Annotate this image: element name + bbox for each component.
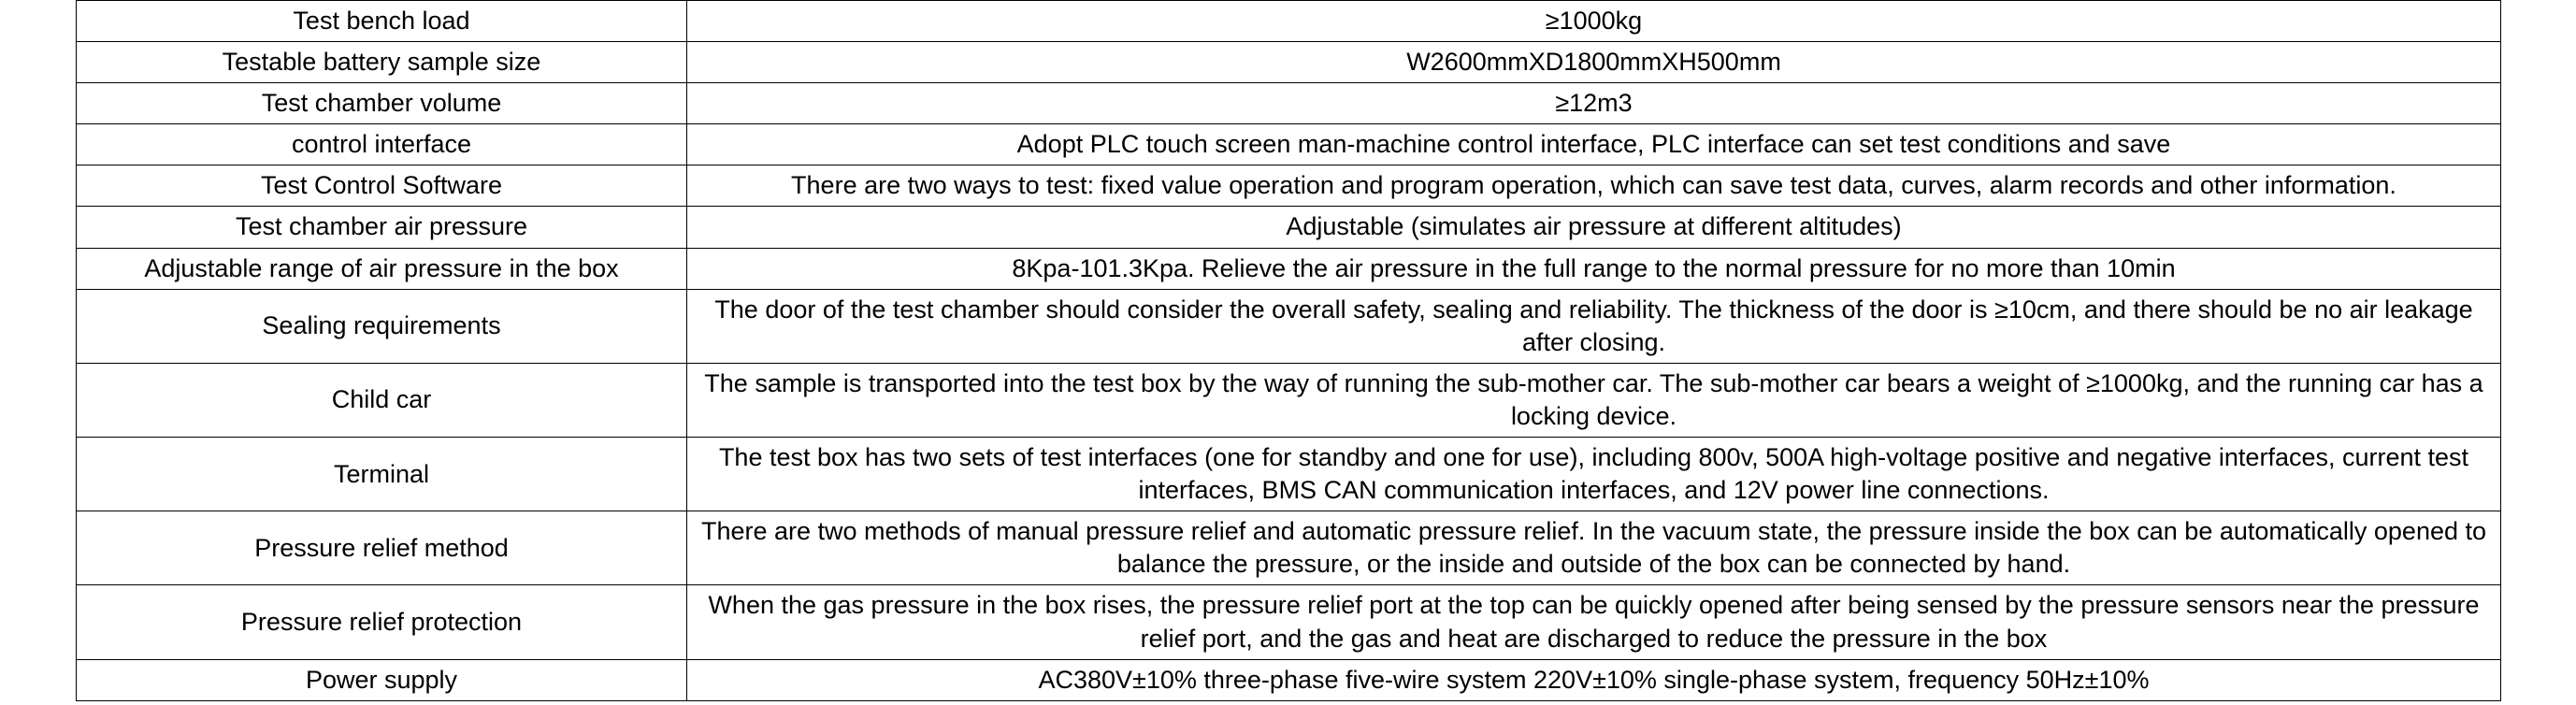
row-label: Test Control Software	[77, 165, 687, 207]
row-label: Test chamber air pressure	[77, 207, 687, 248]
table-row	[77, 207, 2501, 248]
row-label: Sealing requirements	[77, 289, 687, 363]
table-row	[77, 165, 2501, 207]
table-row	[77, 1, 2501, 42]
row-value: The door of the test chamber should consider the overall safety, sealing and reliability. The thickness of the door is ≥10cm, and there should be no air leakage after closing.	[687, 289, 2501, 363]
table-row	[77, 585, 2501, 659]
table-row	[77, 438, 2501, 511]
row-value: 8Kpa-101.3Kpa. Relieve the air pressure in the full range to the normal pressure for no more than 10min	[687, 248, 2501, 289]
row-value: Adopt PLC touch screen man-machine control interface, PLC interface can set test conditions and save	[687, 124, 2501, 165]
row-value: ≥12m3	[687, 83, 2501, 124]
row-label: Testable battery sample size	[77, 42, 687, 83]
row-label: Pressure relief method	[77, 511, 687, 585]
row-value: ≥1000kg	[687, 1, 2501, 42]
row-label: Terminal	[77, 438, 687, 511]
row-label: Test bench load	[77, 1, 687, 42]
table-row	[77, 83, 2501, 124]
row-value: W2600mmXD1800mmXH500mm	[687, 42, 2501, 83]
row-label: control interface	[77, 124, 687, 165]
table-row	[77, 363, 2501, 437]
table-row	[77, 511, 2501, 585]
row-value: The sample is transported into the test box by the way of running the sub-mother car. The sub-mother car bears a weight of ≥1000kg, and the running car has a locking device.	[687, 363, 2501, 437]
table-row	[77, 42, 2501, 83]
row-value: There are two ways to test: fixed value operation and program operation, which can save test data, curves, alarm records and other information.	[687, 165, 2501, 207]
row-value: AC380V±10% three-phase five-wire system 220V±10% single-phase system, frequency 50Hz±10%	[687, 659, 2501, 700]
row-label: Adjustable range of air pressure in the box	[77, 248, 687, 289]
table-row	[77, 289, 2501, 363]
table-row	[77, 124, 2501, 165]
row-label: Test chamber volume	[77, 83, 687, 124]
row-label: Child car	[77, 363, 687, 437]
row-label: Power supply	[77, 659, 687, 700]
table-row	[77, 659, 2501, 700]
row-value: The test box has two sets of test interfaces (one for standby and one for use), including 800v, 500A high-voltage positive and negative interfaces, current test interfaces, BMS CAN communication interfaces, and 12V power line connections.	[687, 438, 2501, 511]
row-label: Pressure relief protection	[77, 585, 687, 659]
row-value: Adjustable (simulates air pressure at different altitudes)	[687, 207, 2501, 248]
table-body	[77, 1, 2501, 701]
row-value: When the gas pressure in the box rises, the pressure relief port at the top can be quickly opened after being sensed by the pressure sensors near the pressure relief port, and the gas and heat are discharged to reduce the pressure in the box	[687, 585, 2501, 659]
row-value: There are two methods of manual pressure relief and automatic pressure relief. In the vacuum state, the pressure inside the box can be automatically opened to balance the pressure, or the inside and outside of the box can be connected by hand.	[687, 511, 2501, 585]
table-row	[77, 248, 2501, 289]
specification-table	[76, 0, 2501, 701]
